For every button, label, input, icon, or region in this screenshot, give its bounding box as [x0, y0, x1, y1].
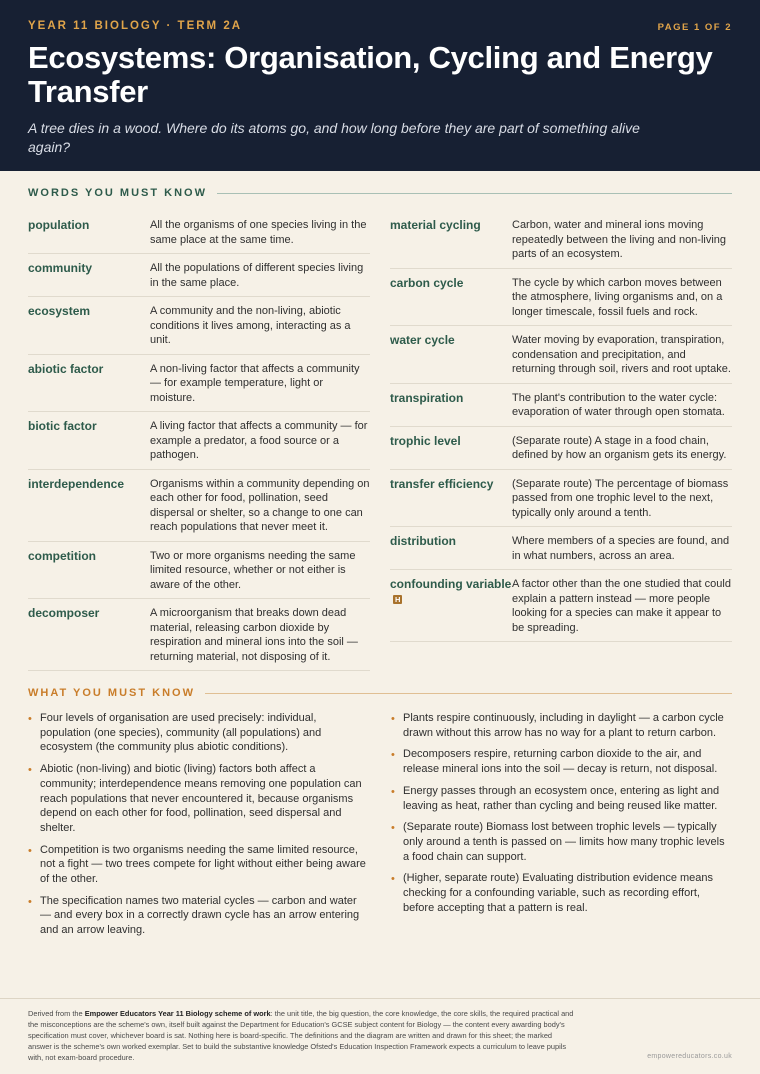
glossary-term: transfer efficiency [390, 476, 494, 491]
key-points-right-column [391, 711, 732, 945]
glossary-term: water cycle [390, 333, 455, 347]
key-point: • Competition is two organisms needing the same limited resource, not a fight — two trees compete for light without either being aware of the other. [28, 843, 366, 886]
glossary-definition: Water moving by evaporation, transpiration, condensation and precipitation, and returning through soil, rivers and root uptake. [512, 334, 731, 375]
glossary-entry [28, 470, 370, 542]
key-point: • The specification names two material cycles — carbon and water — and every box in a correctly drawn cycle has an arrow entering and an arrow leaving. [28, 894, 360, 937]
bullet-icon: • [391, 749, 395, 762]
glossary-term: transpiration [390, 390, 464, 405]
glossary-term: trophic level [390, 433, 461, 448]
bullet-icon: • [28, 895, 32, 908]
glossary-term: material cycling [390, 218, 481, 232]
know-section-header [0, 687, 760, 699]
glossary-term: community [28, 261, 93, 275]
glossary-entry [28, 542, 370, 600]
glossary-term: competition [28, 548, 96, 563]
glossary-entry [390, 570, 732, 642]
source-note: Derived from the Empower Educators Year 11 Biology scheme of work: the unit title, the big question, the core knowledge, the core skills, the required practical and the misconceptions are the scheme's own, itself built against the Department for Education's GCSE subject content for Biology — the content every awarding body's specification must cover, whichever board is sat. Nothing here is board-specific. The definitions and the diagram are written and drawn for this sheet; the marked answer is the scheme's own worked exemplar. Set to build the substantive knowledge Ofsted's Education Inspection Framework expects a curriculum to leave pupils with, not exam-board procedure. [28, 1009, 574, 1062]
glossary-definition: A microorganism that breaks down dead material, releasing carbon dioxide by respiration and mineral ions into the soil — returning material, not disposing of it. [150, 607, 358, 663]
higher-tier-badge: H [395, 594, 401, 604]
bullet-icon: • [391, 785, 395, 798]
section-divider [205, 693, 732, 694]
glossary-definition: All the organisms of one species living in the same place at the same time. [150, 219, 367, 246]
words-heading: WORDS YOU MUST KNOW [28, 187, 207, 199]
glossary-definition: A factor other than the one studied that could explain a pattern instead — more people looking for a species can make it appear to be spreading. [512, 578, 731, 634]
page-number: PAGE 1 OF 2 [657, 22, 732, 33]
words-section-header [0, 187, 760, 199]
glossary-term: ecosystem [28, 304, 91, 318]
glossary-definition: All the populations of different species living in the same place. [150, 262, 364, 289]
key-point: • Decomposers respire, returning carbon dioxide to the air, and release mineral ions into the soil — decay is return, not disposal. [391, 748, 718, 776]
page-header [0, 0, 760, 171]
source-title: Empower Educators Year 11 Biology scheme of work [84, 1009, 271, 1018]
bullet-icon: • [391, 822, 395, 835]
bullet-icon: • [28, 844, 32, 857]
know-heading: WHAT YOU MUST KNOW [28, 687, 195, 699]
glossary-term: carbon cycle [390, 275, 464, 290]
glossary-term: biotic factor [28, 419, 97, 433]
glossary-right-column [390, 211, 732, 671]
glossary-definition: Carbon, water and mineral ions moving repeatedly between the living and non-living parts of an ecosystem. [512, 219, 727, 260]
unit-kicker: YEAR 11 BIOLOGY · TERM 2A [28, 20, 243, 32]
glossary-entry [28, 599, 370, 671]
glossary-definition: The cycle by which carbon moves between the atmosphere, living organisms and, on a longer timescale, fossil fuels and rock. [512, 276, 723, 318]
glossary-entry [390, 269, 732, 327]
glossary-term: distribution [390, 534, 456, 548]
key-point: • Abiotic (non-living) and biotic (living) factors both affect a community; interdependence means removing one population can reach populations that never encountered it, because organisms depend on each other for food, pollination, seed dispersal and shelter. [28, 763, 362, 834]
glossary-definition: A non-living factor that affects a community — for example temperature, light or moisture. [150, 362, 360, 404]
glossary-entry [390, 326, 732, 384]
key-points [0, 699, 760, 945]
glossary-definition: The plant's contribution to the water cycle: evaporation of water through open stomata. [512, 391, 725, 418]
glossary-definition: A community and the non-living, abiotic conditions it lives among, interacting as a unit. [150, 305, 351, 346]
glossary-term: interdependence [28, 476, 125, 491]
key-point: • Energy passes through an ecosystem once, entering as light and leaving as heat, rather than cycling and being reused like matter. [391, 784, 720, 812]
key-point: • (Separate route) Biomass lost between trophic levels — typically only around a tenth is passed on — limits how many trophic levels a food chain can support. [391, 821, 725, 863]
page-title: Ecosystems: Organisation, Cycling and Energy Transfer [28, 40, 713, 109]
key-point: • Plants respire continuously, including in daylight — a carbon cycle drawn without this arrow has no way for a plant to return carbon. [391, 712, 724, 739]
glossary [0, 199, 760, 671]
glossary-entry [390, 470, 732, 528]
key-point: • (Higher, separate route) Evaluating distribution evidence means checking for a confounding variable, such as recording effort, before accepting that a pattern is real. [391, 872, 714, 914]
key-point: • Four levels of organisation are used precisely: individual, population (one species), community (all populations) and ecosystem (the community plus abiotic conditions). [28, 712, 322, 754]
bullet-icon: • [391, 713, 395, 725]
section-divider [217, 193, 732, 194]
site-url: empowereducators.co.uk [647, 1053, 732, 1060]
glossary-definition: (Separate route) A stage in a food chain, defined by how an organism gets its energy. [512, 434, 727, 461]
glossary-entry [28, 211, 370, 254]
glossary-definition: Organisms within a community depending on each other for food, pollination, seed dispersal or shelter, so a change to one can reach populations that never meet it. [150, 477, 370, 533]
glossary-entry [28, 355, 370, 413]
bullet-icon: • [28, 764, 32, 777]
glossary-definition: Two or more organisms needing the same limited resource, whether or not either is aware of the other. [150, 549, 356, 591]
glossary-term: population [28, 218, 90, 232]
glossary-entry [390, 384, 732, 427]
page-footer [0, 998, 760, 1074]
big-question: A tree dies in a wood. Where do its atoms go, and how long before they are part of something alive again? [28, 120, 640, 155]
glossary-entry [28, 412, 370, 470]
glossary-entry [390, 527, 732, 570]
glossary-entry [28, 254, 370, 297]
glossary-entry [28, 297, 370, 355]
glossary-entry [390, 211, 732, 269]
glossary-term: abiotic factor [28, 361, 104, 376]
glossary-term: decomposer [28, 606, 100, 620]
bullet-icon: • [391, 873, 395, 886]
glossary-definition: (Separate route) The percentage of biomass passed from one trophic level to the next, typically only around a tenth. [512, 477, 729, 519]
bullet-icon: • [28, 713, 32, 725]
glossary-entry [390, 427, 732, 470]
glossary-definition: Where members of a species are found, and in what numbers, across an area. [512, 535, 730, 562]
glossary-left-column [28, 211, 370, 671]
glossary-term: confounding variableH [390, 577, 512, 604]
glossary-definition: A living factor that affects a community — for example a predator, a food source or a pathogen. [150, 420, 368, 461]
key-points-left-column [28, 711, 369, 945]
